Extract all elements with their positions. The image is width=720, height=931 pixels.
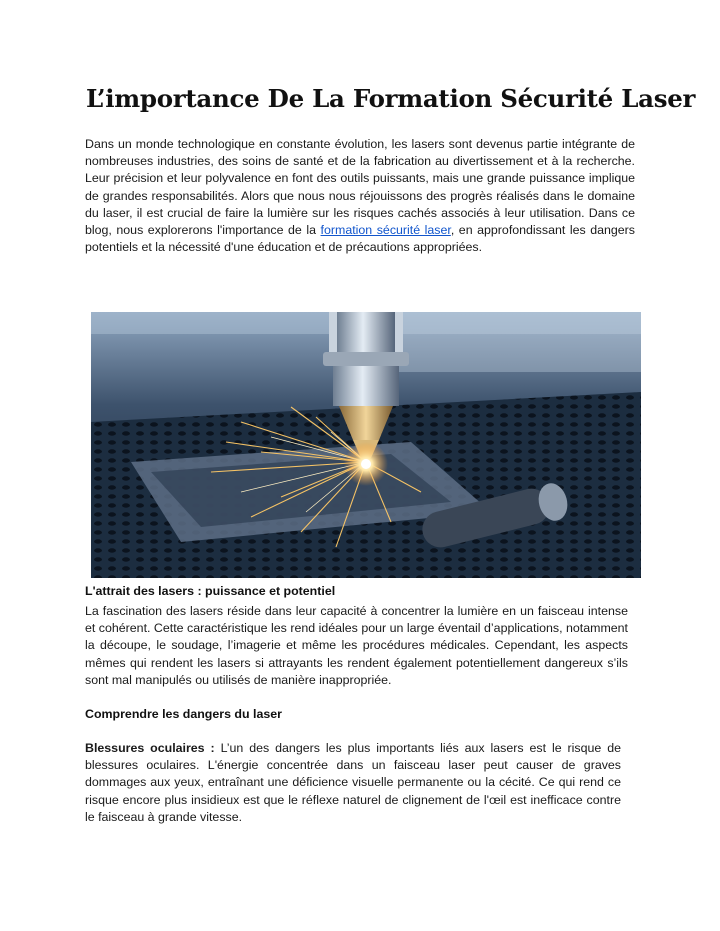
formation-securite-laser-link[interactable]: formation sécurité laser — [320, 223, 451, 238]
intro-text-before-link: Dans un monde technologique en constante évolution, les lasers sont devenus partie intégrante de nombreuses industries, des soins de santé et de la fabrication au divertissement et à la recherche. Leur précision et leur polyvalence en font des outils puissants, mais une grande puissance implique de grandes responsabilités. Alors que nous nous réjouissons des progrès réalisés dans le domaine du laser, il est crucial de faire la lumière sur les risques cachés associés à leur utilisation. Dans ce blog, nous explorerons l'importance de la — [85, 137, 635, 238]
section-paragraph-blessures — [85, 740, 621, 826]
intro-paragraph — [85, 136, 635, 256]
blessures-oculaires-text: L’un des dangers les plus importants liés aux lasers est le risque de blessures oculaires. L'énergie concentrée dans un faisceau laser peut causer de graves dommages aux yeux, entraînant une déficience visuelle permanente ou la cécité. Ce qui rend ce risque encore plus insidieux est que le réflexe naturel de clignement de l'œil est inefficace contre le faisceau à grande vitesse. — [85, 741, 621, 824]
section-heading-dangers: Comprendre les dangers du laser — [85, 707, 282, 721]
laser-cutting-photo — [91, 312, 641, 578]
intro-text-after-link: , en approfondissant les dangers potentiels et la nécessité d'une éducation et de précautions appropriées. — [85, 223, 635, 255]
laser-cutting-illustration — [91, 312, 641, 578]
section-heading-attrait: L'attrait des lasers : puissance et potentiel — [85, 584, 336, 598]
blessures-oculaires-label: Blessures oculaires : — [85, 741, 215, 755]
page-title: L’importance De La Formation Sécurité Laser — [86, 84, 696, 113]
section-paragraph-attrait: La fascination des lasers réside dans leur capacité à concentrer la lumière en un faisceau intense et cohérent. Cette caractéristique les rend idéales pour un large éventail d’applications, notamment la découpe, le soudage, l’imagerie et même les procédures médicales. Cependant, les aspects mêmes qui rendent les lasers si attrayants les rendent également potentiellement dangereux s’ils sont mal manipulés ou utilisés de manière inappropriée. — [85, 604, 628, 687]
